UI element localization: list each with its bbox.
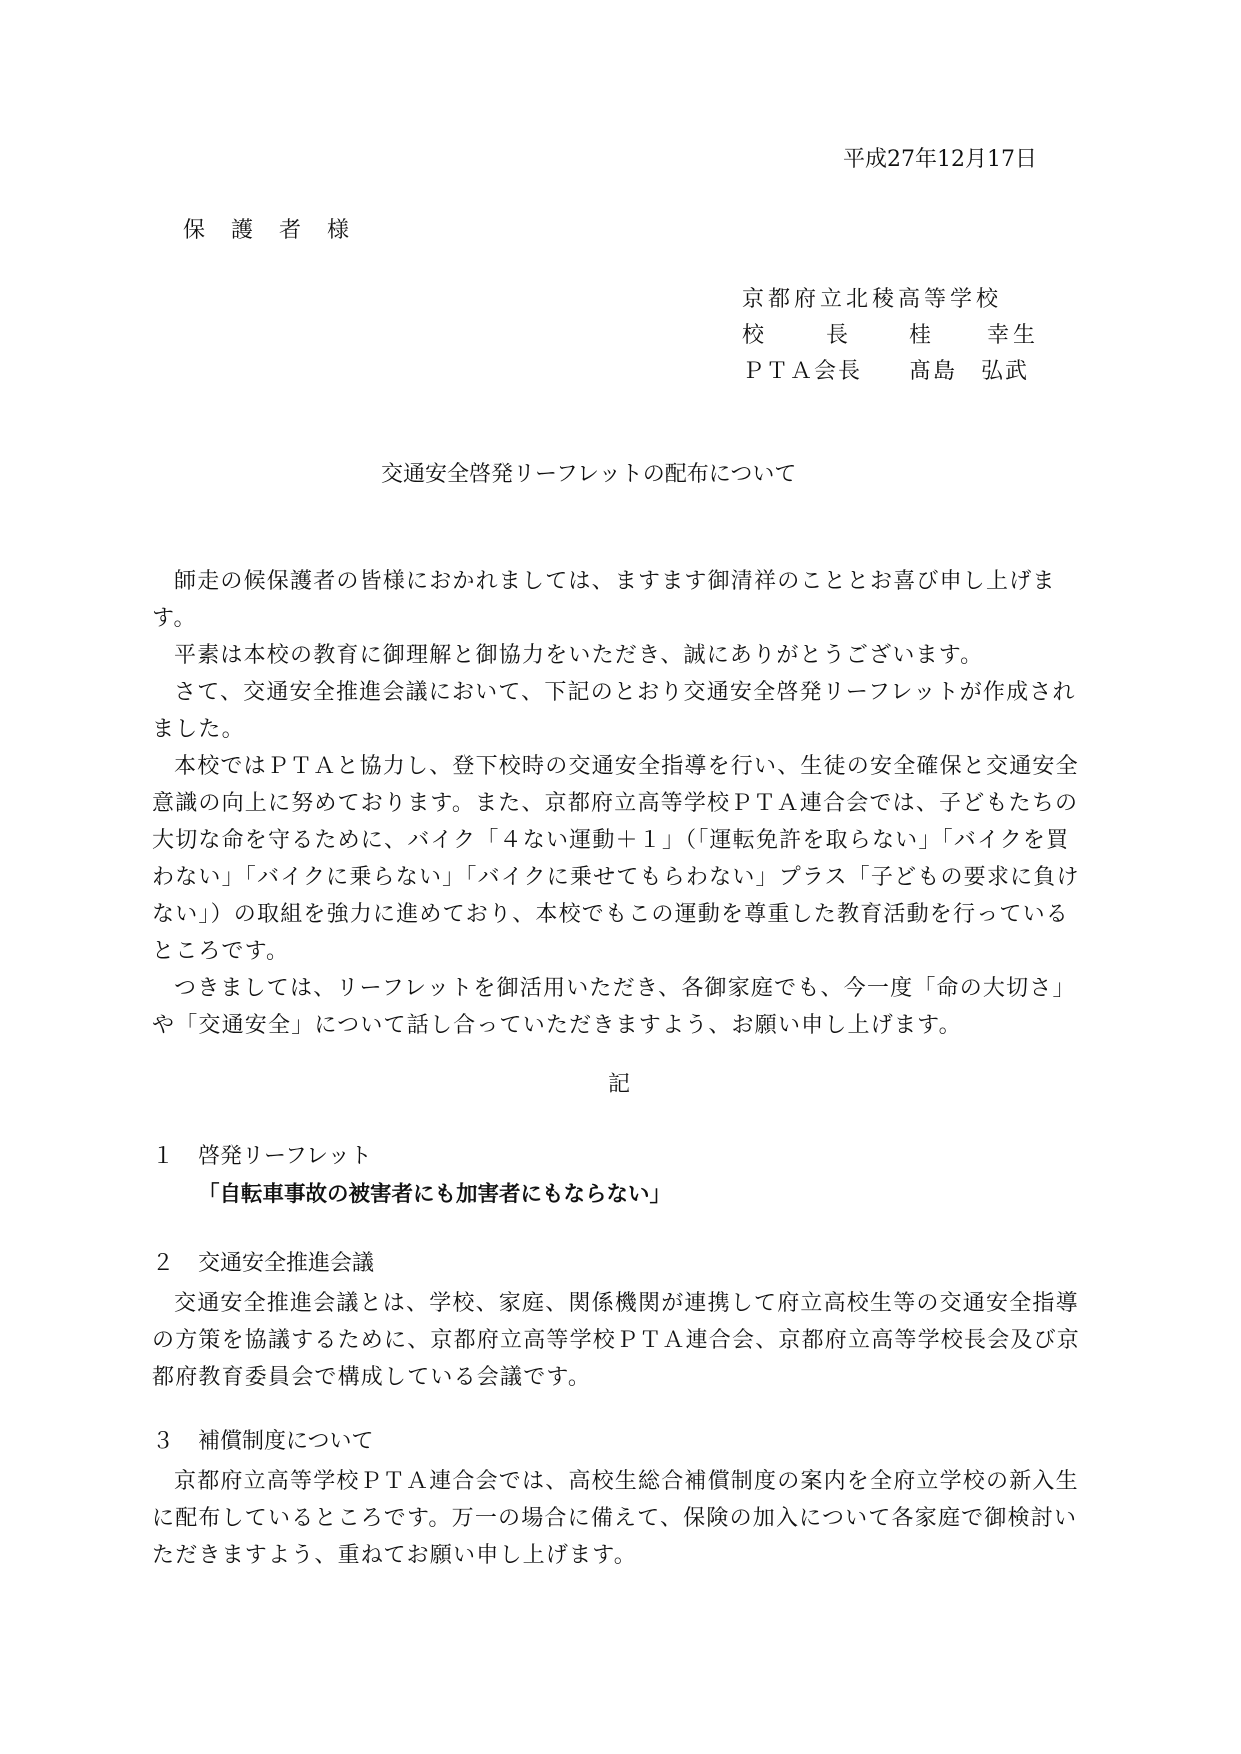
section-paragraph: 交通安全推進会議とは、学校、家庭、関係機関が連携して府立高校生等の交通安全指導の方策を協議するために、京都府立高等学校ＰＴＡ連合会、京都府立高等学校長会及び京都府教育委員会で構成している会議です。	[152, 1291, 1081, 1390]
section-text	[152, 1463, 1082, 1574]
pta-title: ＰＴＡ会長	[742, 359, 863, 384]
body-paragraph: 本校ではＰＴＡと協力し、登下校時の交通安全指導を行い、生徒の安全確保と交通安全意識の向上に努めております。また、京都府立高等学校ＰＴＡ連合会では、子どもたちの大切な命を守るために、バイク「４ない運動＋１」（「運転免許を取らない」「バイクを買わない」「バイクに乗らない」「バイクに乗せてもらわない」プラス「子どもの要求に負けない」）の取組を強力に進めており、本校でもこの運動を尊重した教育活動を行っているところです。	[152, 754, 1080, 964]
section-heading: 交通安全推進会議	[198, 1251, 375, 1276]
body-paragraph: 平素は本校の教育に御理解と御協力をいただき、誠にありがとうございます。	[174, 643, 984, 668]
section-heading: 補償制度について	[198, 1429, 374, 1454]
principal-name: 桂 幸生	[909, 323, 1040, 348]
recipient: 保 護 者 様	[183, 218, 352, 243]
section-paragraph: 京都府立高等学校ＰＴＡ連合会では、高校生総合補償制度の案内を全府立学校の新入生に配布しているところです。万一の場合に備えて、保険の加入について各家庭で御検討いただきますよう、重ねてお願い申し上げます。	[152, 1469, 1079, 1568]
school-name: 京都府立北稜高等学校	[742, 287, 1003, 312]
document-title: 交通安全啓発リーフレットの配布について	[381, 462, 797, 487]
principal-title: 校 長	[742, 323, 855, 348]
section-text	[152, 1285, 1082, 1396]
body-paragraph: つきましては、リーフレットを御活用いただき、各御家庭でも、今一度「命の大切さ」や「交通安全」について話し合っていただきますよう、お願い申し上げます。	[152, 976, 1076, 1038]
pta-name: 髙島 弘武	[909, 359, 1030, 384]
section-number: １	[152, 1144, 175, 1169]
body-text	[152, 563, 1082, 1044]
ki-marker: 記	[608, 1072, 631, 1097]
body-paragraph: さて、交通安全推進会議において、下記のとおり交通安全啓発リーフレットが作成されました。	[152, 680, 1076, 742]
section-heading: 啓発リーフレット	[198, 1144, 372, 1169]
date: 平成27年12月17日	[843, 147, 1037, 172]
section-number: ３	[152, 1429, 175, 1454]
body-paragraph: 師走の候保護者の皆様におかれましては、ますます御清祥のこととお喜び申し上げます。	[152, 569, 1056, 631]
section-number: ２	[152, 1251, 175, 1276]
leaflet-title: 「自転車事故の被害者にも加害者にもならない」	[198, 1182, 672, 1207]
